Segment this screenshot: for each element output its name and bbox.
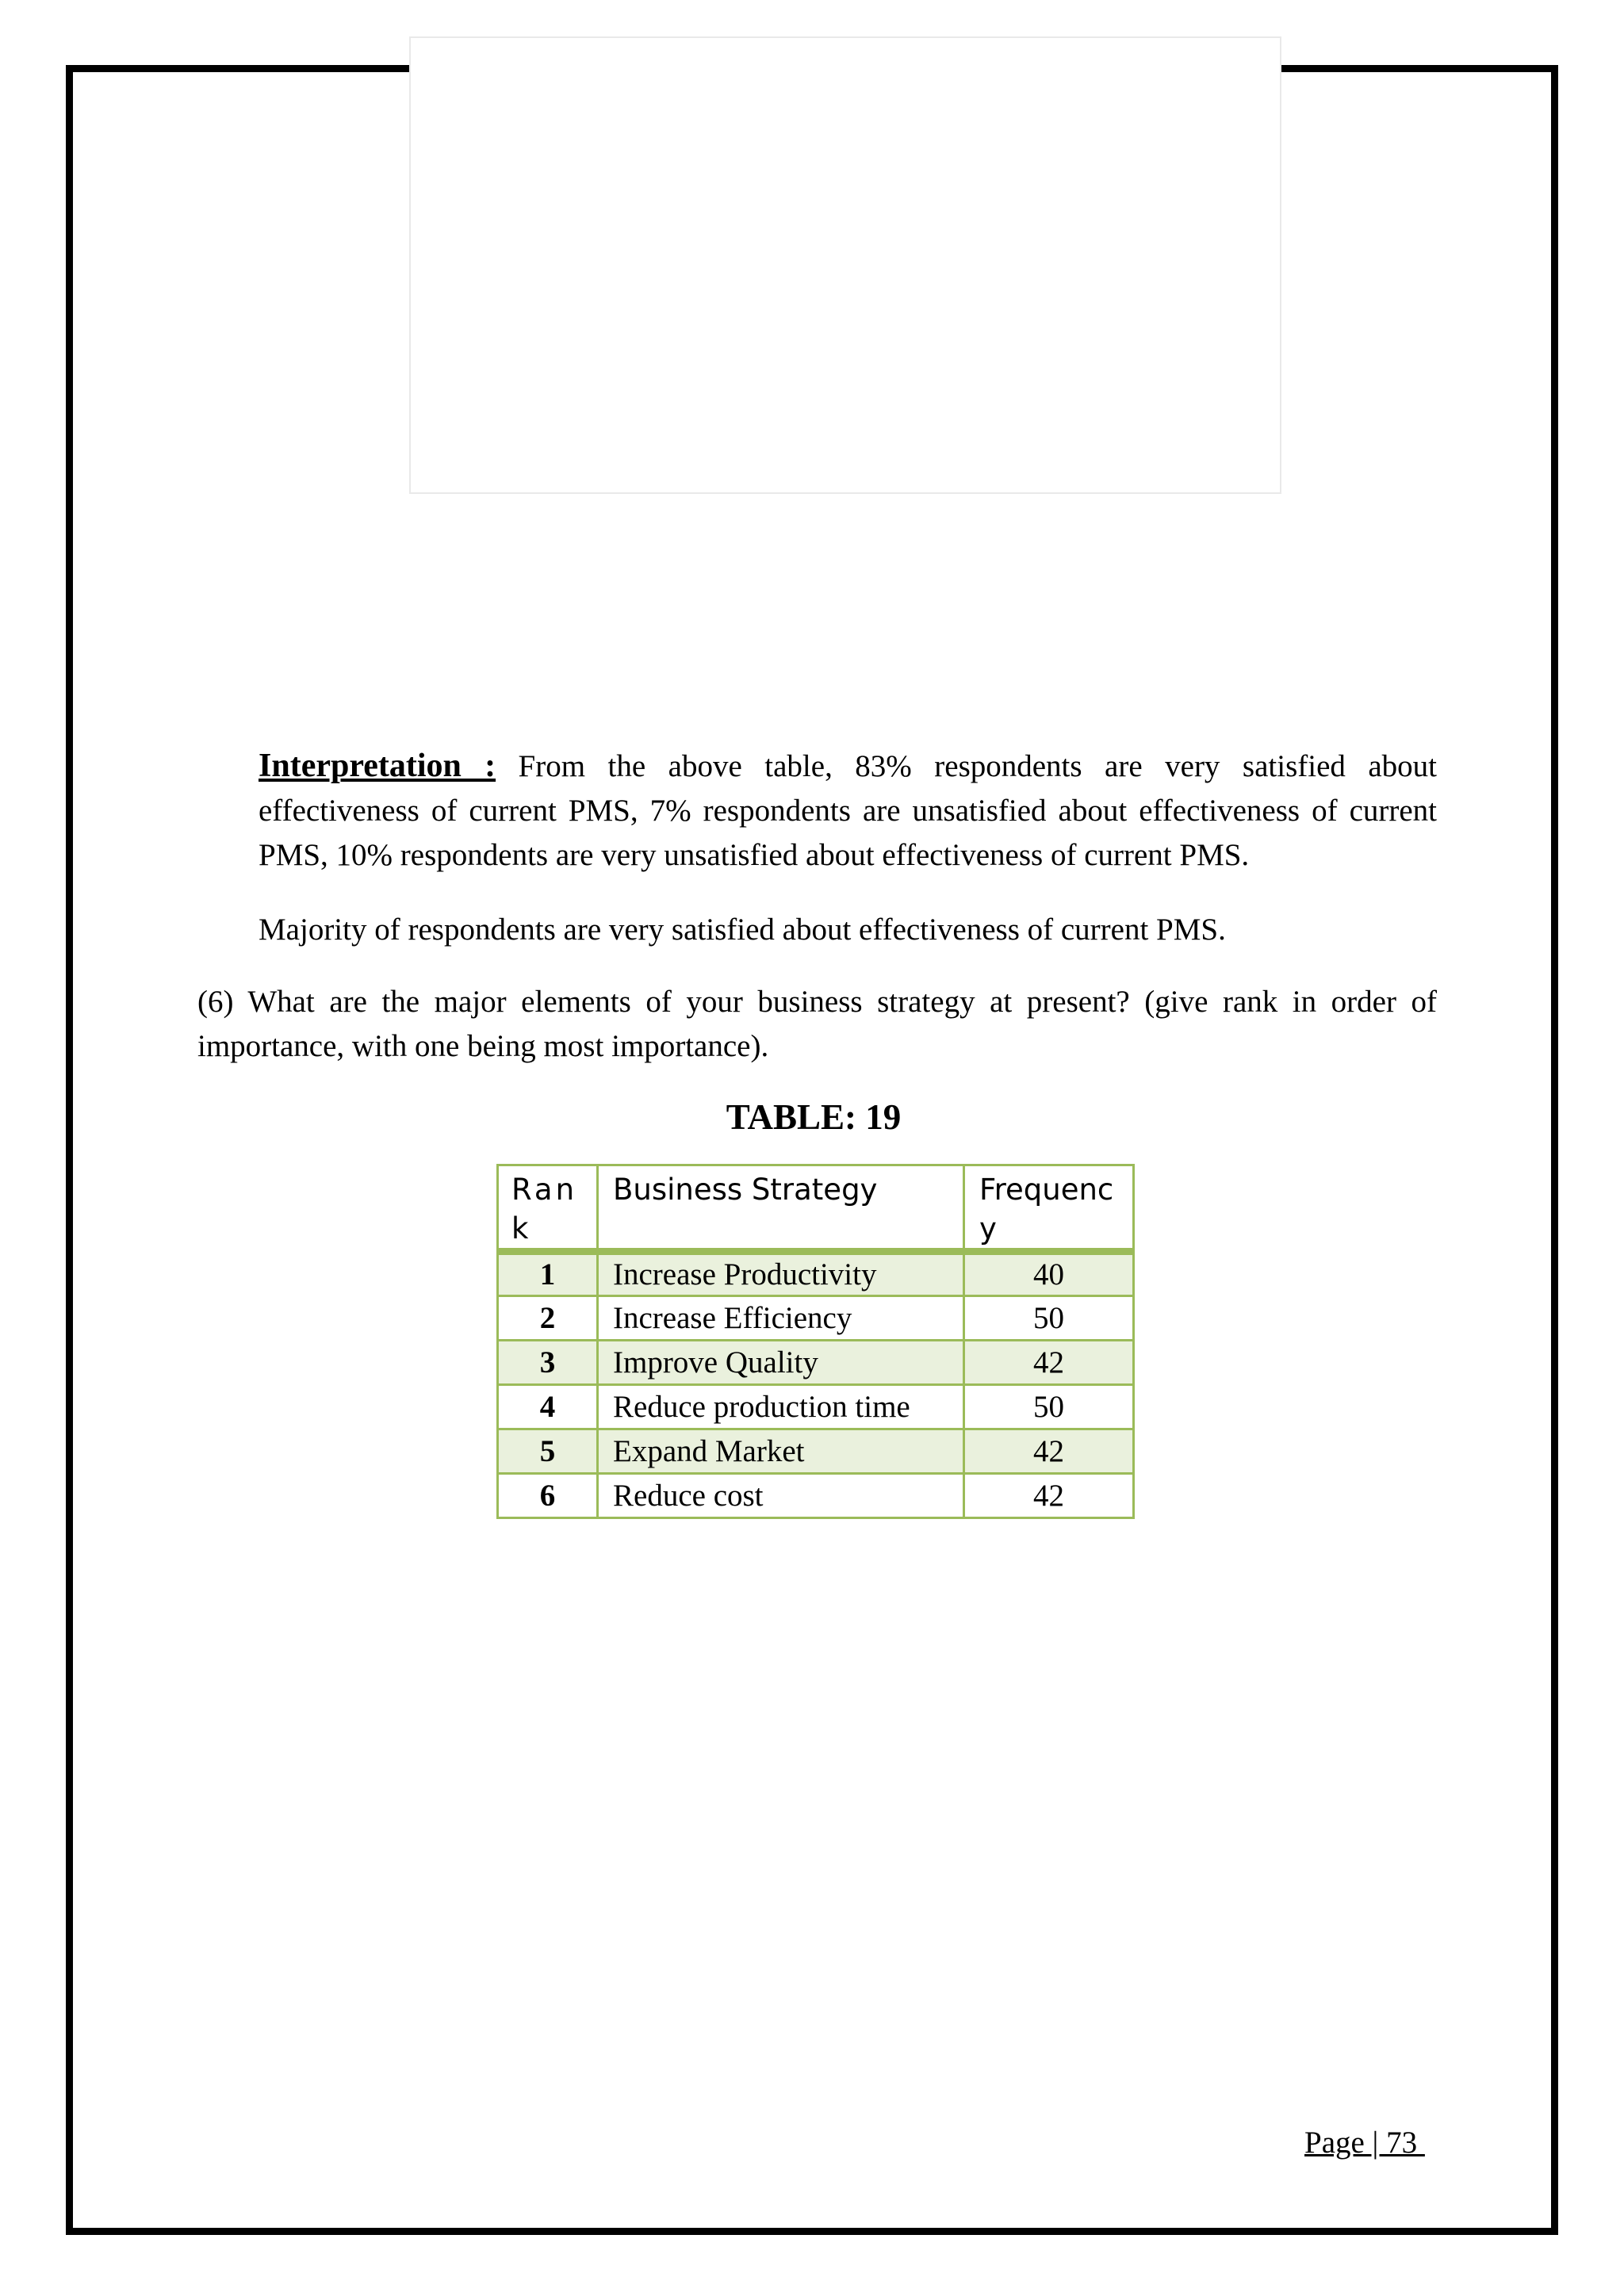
- frequency-cell: 42: [964, 1474, 1134, 1518]
- strategy-cell: Reduce cost: [598, 1474, 964, 1518]
- strategy-cell: Increase Efficiency: [598, 1296, 964, 1341]
- rank-cell: 6: [498, 1474, 598, 1518]
- page-number: Page | 73: [1304, 2126, 1425, 2160]
- table-row: [498, 1341, 1134, 1385]
- rank-cell: 3: [498, 1341, 598, 1385]
- frequency-cell: 50: [964, 1385, 1134, 1429]
- strategy-table: [496, 1164, 1135, 1519]
- interpretation-label: Interpretation :: [259, 748, 496, 784]
- rank-cell: 2: [498, 1296, 598, 1341]
- strategy-cell: Expand Market: [598, 1429, 964, 1474]
- chart-placeholder: [409, 36, 1281, 494]
- frequency-cell: 40: [964, 1252, 1134, 1296]
- table-row: [498, 1296, 1134, 1341]
- strategy-cell: Improve Quality: [598, 1341, 964, 1385]
- rank-cell: 5: [498, 1429, 598, 1474]
- table-title: TABLE: 19: [726, 1097, 902, 1137]
- table-row: [498, 1252, 1134, 1296]
- table-row: [498, 1474, 1134, 1518]
- frequency-cell: 42: [964, 1429, 1134, 1474]
- header-rank: Rank: [498, 1165, 598, 1252]
- majority-paragraph: Majority of respondents are very satisfied about effectiveness of current PMS.: [259, 913, 1226, 947]
- table-row: [498, 1429, 1134, 1474]
- question-paragraph: (6) What are the major elements of your business strategy at present? (give rank in order of importance, with one being most importance).: [197, 985, 1437, 1063]
- header-frequency: Frequency: [964, 1165, 1134, 1252]
- header-business-strategy: Business Strategy: [598, 1165, 964, 1252]
- interpretation-text: From the above table, 83% respondents are very satisfied about effectiveness of current PMS, 7% respondents are unsatisfied about effectiveness of current PMS, 10% respondents are very unsatisfied about effectiveness of current PMS.: [259, 749, 1438, 872]
- strategy-cell: Increase Productivity: [598, 1252, 964, 1296]
- rank-cell: 1: [498, 1252, 598, 1296]
- strategy-cell: Reduce production time: [598, 1385, 964, 1429]
- frequency-cell: 50: [964, 1296, 1134, 1341]
- rank-cell: 4: [498, 1385, 598, 1429]
- table-row: [498, 1385, 1134, 1429]
- table-header-row: [498, 1165, 1134, 1252]
- frequency-cell: 42: [964, 1341, 1134, 1385]
- interpretation-paragraph: [259, 744, 1437, 878]
